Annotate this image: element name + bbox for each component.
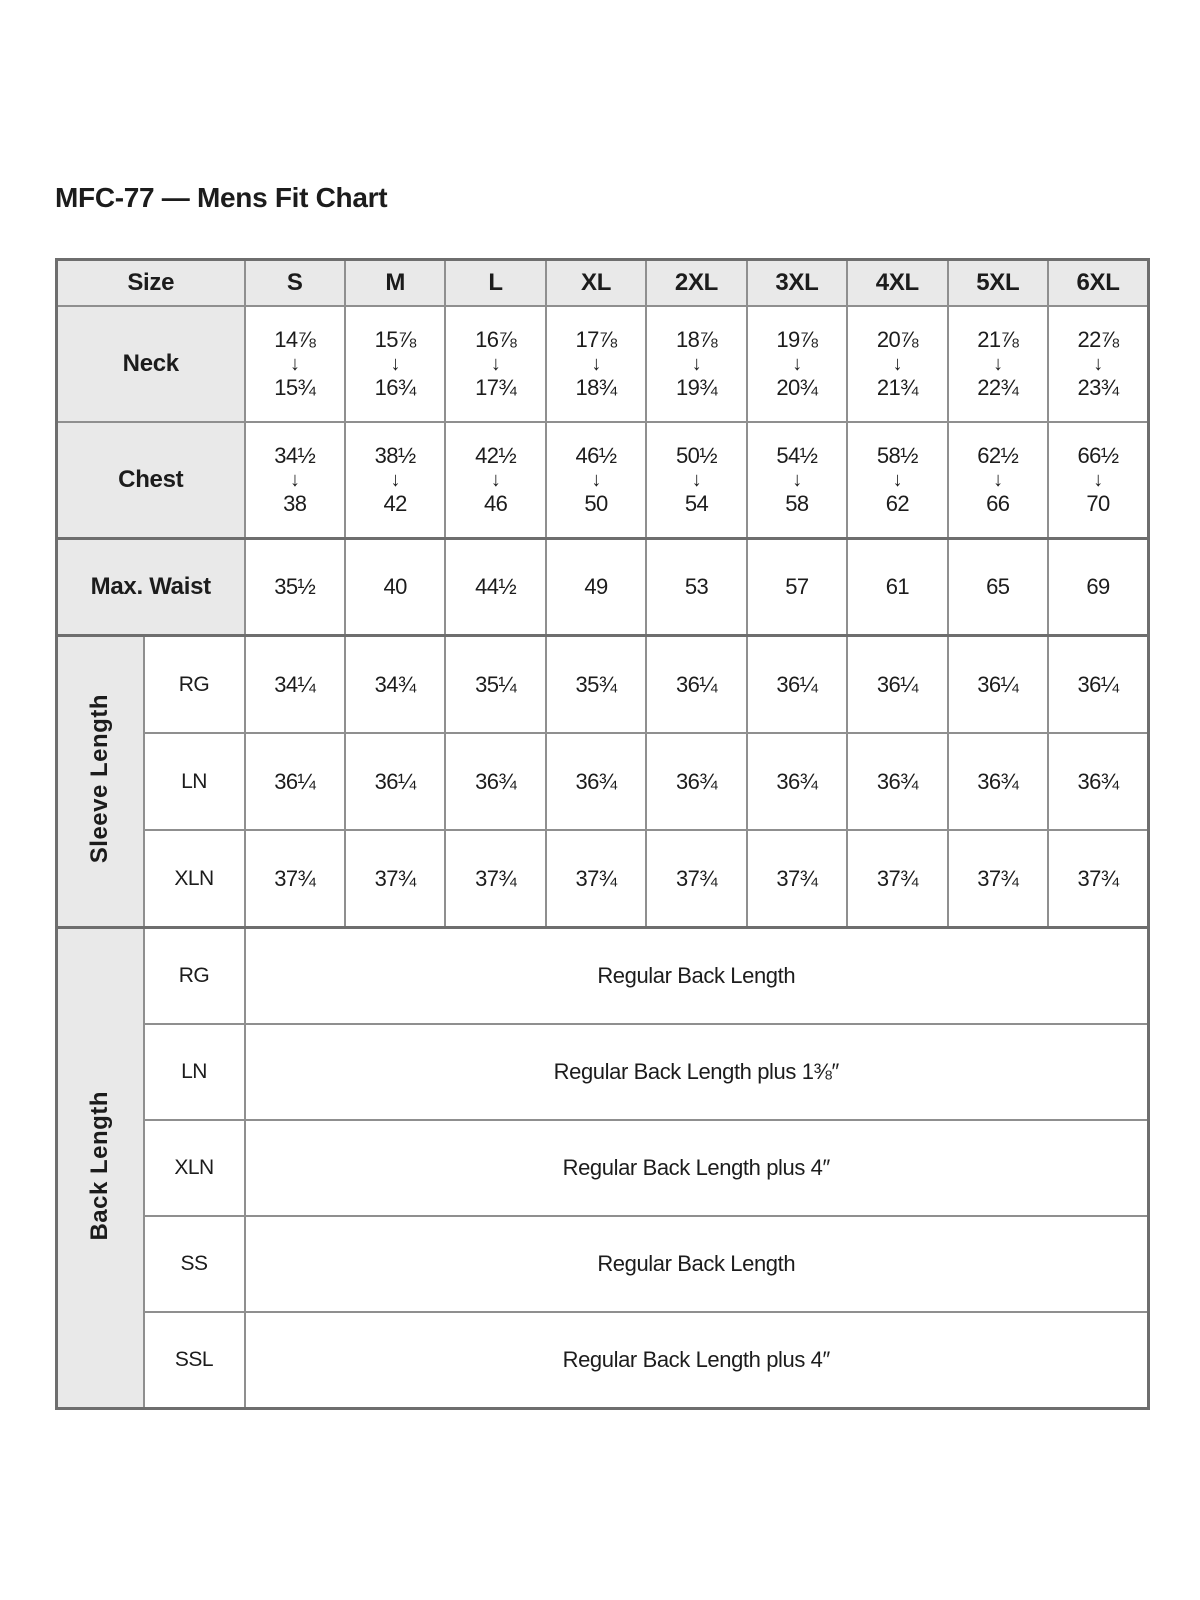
sleeve-rg-value: 34¼ (245, 636, 345, 734)
chest-row (57, 422, 1149, 539)
back-code-ssl: SSL (144, 1312, 245, 1409)
range-to: 70 (1086, 491, 1110, 516)
range-to: 23¾ (1077, 375, 1119, 400)
range-from: 14⅞ (274, 326, 316, 352)
back-code-xln: XLN (144, 1120, 245, 1216)
neck-range (747, 306, 847, 422)
section-label-back-length (57, 928, 144, 1409)
sleeve-xln-value: 37¾ (445, 830, 545, 928)
range-to: 15¾ (274, 375, 316, 400)
back-length-ln-row (57, 1024, 1149, 1120)
range-from: 20⅞ (876, 326, 918, 352)
sleeve-xln-value: 37¾ (847, 830, 947, 928)
max-waist-row (57, 539, 1149, 636)
back-code-ss: SS (144, 1216, 245, 1312)
sleeve-ln-value: 36¼ (245, 733, 345, 830)
down-arrow-icon: ↓ (390, 469, 400, 491)
range-from: 42½ (475, 442, 517, 468)
sleeve-code-rg: RG (144, 636, 245, 734)
neck-range (948, 306, 1048, 422)
range-from: 18⅞ (675, 326, 717, 352)
size-header-l: L (445, 260, 545, 307)
range-from: 46½ (575, 442, 617, 468)
range-to: 50 (584, 491, 608, 516)
down-arrow-icon: ↓ (390, 353, 400, 375)
section-label-sleeve-length (57, 636, 144, 928)
size-header-4xl: 4XL (847, 260, 947, 307)
back-length-xln-row (57, 1120, 1149, 1216)
down-arrow-icon: ↓ (792, 469, 802, 491)
range-from: 21⅞ (977, 326, 1019, 352)
range-from: 19⅞ (776, 326, 818, 352)
sleeve-xln-value: 37¾ (747, 830, 847, 928)
range-to: 58 (785, 491, 809, 516)
down-arrow-icon: ↓ (1093, 469, 1103, 491)
range-from: 17⅞ (575, 326, 617, 352)
range-from: 15⅞ (374, 326, 416, 352)
size-header-xl: XL (546, 260, 646, 307)
range-to: 16¾ (374, 375, 416, 400)
back-ssl-text: Regular Back Length plus 4″ (245, 1312, 1149, 1409)
header-row (57, 260, 1149, 307)
back-rg-text: Regular Back Length (245, 928, 1149, 1025)
down-arrow-icon: ↓ (591, 469, 601, 491)
sleeve-xln-value: 37¾ (345, 830, 445, 928)
range-from: 38½ (374, 442, 416, 468)
size-header-5xl: 5XL (948, 260, 1048, 307)
sleeve-length-xln-row (57, 830, 1149, 928)
back-length-ss-row (57, 1216, 1149, 1312)
size-header-s: S (245, 260, 345, 307)
range-to: 19¾ (675, 375, 717, 400)
sleeve-xln-value: 37¾ (245, 830, 345, 928)
row-label-chest: Chest (57, 422, 245, 539)
sleeve-ln-value: 36¾ (445, 733, 545, 830)
chest-range (1048, 422, 1148, 539)
chest-range (445, 422, 545, 539)
down-arrow-icon: ↓ (591, 353, 601, 375)
size-header-m: M (345, 260, 445, 307)
back-ss-text: Regular Back Length (245, 1216, 1149, 1312)
down-arrow-icon: ↓ (691, 353, 702, 375)
down-arrow-icon: ↓ (290, 353, 300, 375)
range-from: 34½ (274, 442, 316, 468)
range-to: 54 (684, 491, 709, 516)
chest-range (948, 422, 1048, 539)
chest-range (747, 422, 847, 539)
down-arrow-icon: ↓ (691, 469, 702, 491)
sleeve-length-label: Sleeve Length (86, 694, 114, 864)
down-arrow-icon: ↓ (490, 469, 501, 491)
size-header-3xl: 3XL (747, 260, 847, 307)
back-ln-text: Regular Back Length plus 1⅜″ (245, 1024, 1149, 1120)
sleeve-rg-value: 36¼ (747, 636, 847, 734)
range-from: 16⅞ (475, 326, 517, 352)
size-header-2xl: 2XL (646, 260, 746, 307)
range-from: 22⅞ (1077, 326, 1119, 352)
sleeve-xln-value: 37¾ (948, 830, 1048, 928)
sleeve-code-xln: XLN (144, 830, 245, 928)
chest-range (847, 422, 947, 539)
neck-row (57, 306, 1149, 422)
max-waist-value: 44½ (445, 539, 545, 636)
chest-range (245, 422, 345, 539)
range-to: 21¾ (876, 375, 918, 400)
down-arrow-icon: ↓ (892, 353, 903, 375)
sleeve-ln-value: 36¾ (747, 733, 847, 830)
range-to: 22¾ (977, 375, 1019, 400)
range-from: 54½ (776, 442, 818, 468)
sleeve-xln-value: 37¾ (546, 830, 646, 928)
fit-chart-table (55, 258, 1150, 1410)
neck-range (345, 306, 445, 422)
range-from: 66½ (1077, 442, 1119, 468)
max-waist-value: 57 (747, 539, 847, 636)
page-title: MFC-77 — Mens Fit Chart (55, 182, 388, 213)
sleeve-ln-value: 36¾ (646, 733, 746, 830)
max-waist-value: 49 (546, 539, 646, 636)
sleeve-length-ln-row (57, 733, 1149, 830)
sleeve-ln-value: 36¾ (1048, 733, 1148, 830)
size-header-6xl: 6XL (1048, 260, 1148, 307)
range-to: 46 (483, 491, 508, 516)
neck-range (847, 306, 947, 422)
range-to: 20¾ (776, 375, 818, 400)
down-arrow-icon: ↓ (892, 469, 903, 491)
down-arrow-icon: ↓ (290, 469, 300, 491)
down-arrow-icon: ↓ (1093, 353, 1103, 375)
back-xln-text: Regular Back Length plus 4″ (245, 1120, 1149, 1216)
sleeve-xln-value: 37¾ (1048, 830, 1148, 928)
range-from: 62½ (977, 442, 1019, 468)
range-from: 50½ (675, 442, 717, 468)
sleeve-length-rg-row (57, 636, 1149, 734)
back-code-rg: RG (144, 928, 245, 1025)
sleeve-rg-value: 36¼ (646, 636, 746, 734)
down-arrow-icon: ↓ (792, 353, 802, 375)
down-arrow-icon: ↓ (993, 353, 1003, 375)
range-to: 66 (986, 491, 1010, 516)
sleeve-ln-value: 36¾ (546, 733, 646, 830)
max-waist-value: 65 (948, 539, 1048, 636)
back-length-ssl-row (57, 1312, 1149, 1409)
sleeve-rg-value: 34¾ (345, 636, 445, 734)
sleeve-rg-value: 36¼ (847, 636, 947, 734)
chest-range (646, 422, 746, 539)
sleeve-ln-value: 36¾ (847, 733, 947, 830)
max-waist-value: 35½ (245, 539, 345, 636)
corner-label-size: Size (57, 260, 245, 307)
sleeve-xln-value: 37¾ (646, 830, 746, 928)
back-length-rg-row (57, 928, 1149, 1025)
max-waist-value: 61 (847, 539, 947, 636)
row-label-neck: Neck (57, 306, 245, 422)
neck-range (245, 306, 345, 422)
range-from: 58½ (876, 442, 918, 468)
sleeve-ln-value: 36¼ (345, 733, 445, 830)
sleeve-rg-value: 35¼ (445, 636, 545, 734)
down-arrow-icon: ↓ (490, 353, 501, 375)
sleeve-code-ln: LN (144, 733, 245, 830)
chest-range (345, 422, 445, 539)
sleeve-rg-value: 35¾ (546, 636, 646, 734)
range-to: 62 (885, 491, 909, 516)
range-to: 18¾ (575, 375, 617, 400)
range-to: 38 (283, 491, 307, 516)
neck-range (1048, 306, 1148, 422)
range-to: 42 (383, 491, 407, 516)
back-code-ln: LN (144, 1024, 245, 1120)
range-to: 17¾ (475, 375, 517, 400)
back-length-label: Back Length (86, 1090, 114, 1241)
neck-range (546, 306, 646, 422)
neck-range (646, 306, 746, 422)
sleeve-rg-value: 36¼ (948, 636, 1048, 734)
max-waist-value: 53 (646, 539, 746, 636)
chest-range (546, 422, 646, 539)
neck-range (445, 306, 545, 422)
max-waist-value: 40 (345, 539, 445, 636)
max-waist-value: 69 (1048, 539, 1148, 636)
sleeve-rg-value: 36¼ (1048, 636, 1148, 734)
down-arrow-icon: ↓ (993, 469, 1003, 491)
row-label-max-waist: Max. Waist (57, 539, 245, 636)
sleeve-ln-value: 36¾ (948, 733, 1048, 830)
